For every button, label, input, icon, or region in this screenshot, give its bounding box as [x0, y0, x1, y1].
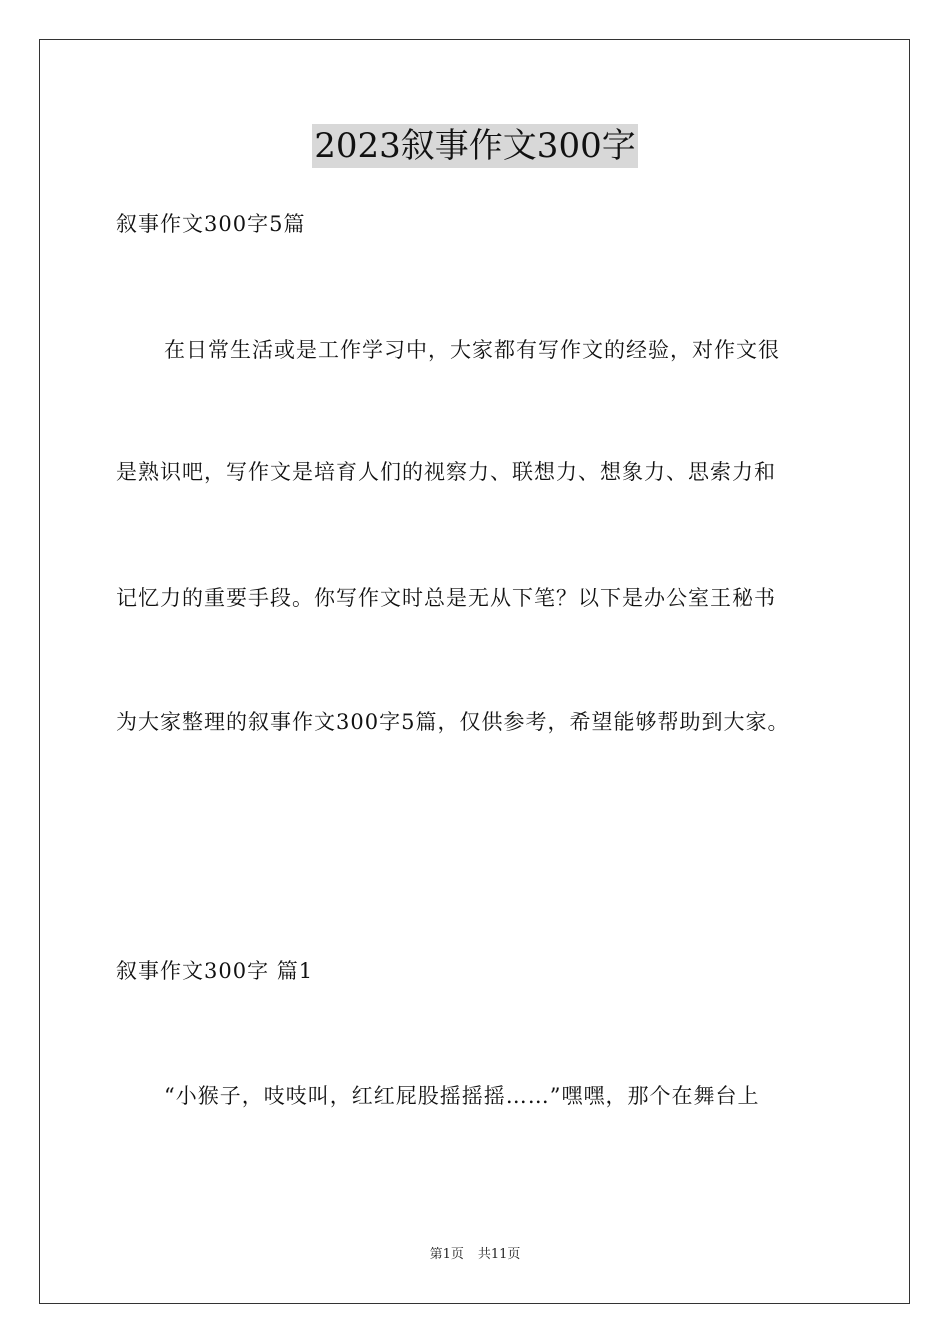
- document-title: 2023叙事作文300字: [314, 126, 636, 166]
- paragraph-line: “小猴子，吱吱叫，红红屁股摇摇摇……”嘿嘿，那个在舞台上: [164, 1084, 760, 1108]
- title-container: [0, 124, 950, 168]
- page-number: 第1页: [429, 1247, 464, 1262]
- page-footer: [0, 1246, 950, 1264]
- paragraph-line: 是熟识吧，写作文是培育人们的视察力、联想力、想象力、思索力和: [116, 460, 776, 484]
- paragraph-line: 记忆力的重要手段。你写作文时总是无从下笔？以下是办公室王秘书: [116, 586, 776, 610]
- paragraph-line: 为大家整理的叙事作文300字5篇，仅供参考，希望能够帮助到大家。: [116, 710, 790, 734]
- paragraph-line: 在日常生活或是工作学习中，大家都有写作文的经验，对作文很: [164, 338, 780, 362]
- section-heading: 叙事作文300字 篇1: [116, 959, 314, 983]
- page-total: 共11页: [477, 1247, 521, 1262]
- document-subtitle: 叙事作文300字5篇: [116, 212, 306, 236]
